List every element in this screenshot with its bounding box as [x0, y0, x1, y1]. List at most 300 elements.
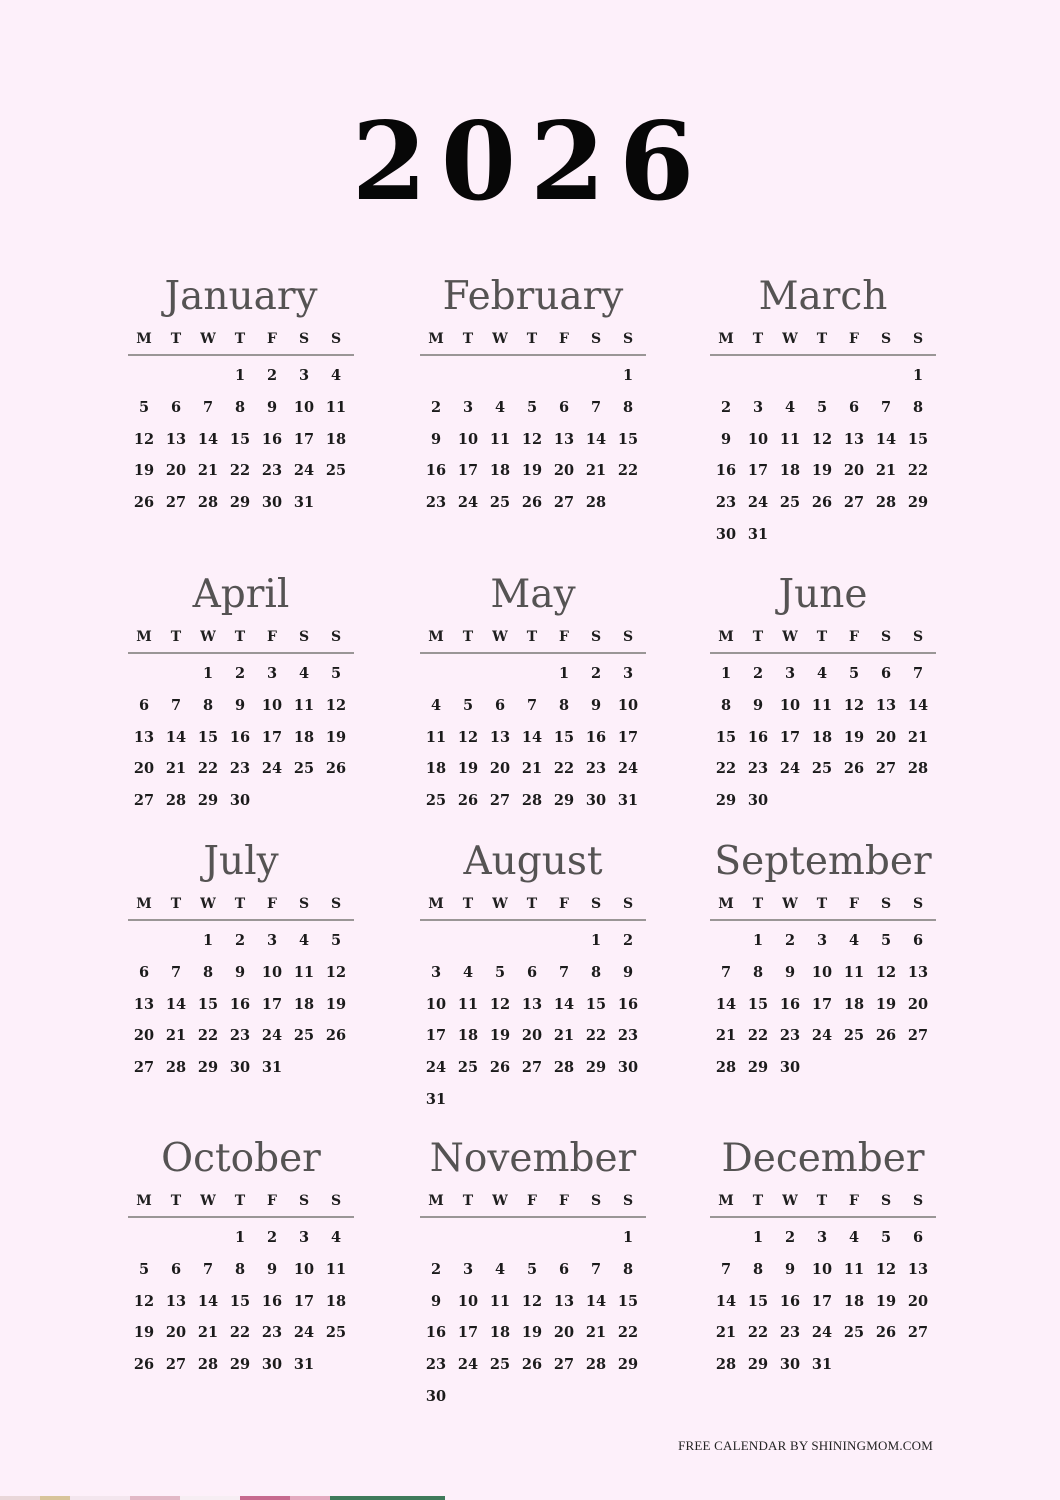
day-cell: 28 [197, 1356, 219, 1374]
day-cell: 18 [779, 462, 801, 480]
day-cell: 17 [779, 728, 801, 746]
day-cell: 16 [747, 728, 769, 746]
weekday-label: F [849, 629, 859, 645]
empty-day-cell [516, 1222, 548, 1254]
day-cell: 13 [553, 430, 575, 448]
weekday-label: T [462, 331, 474, 347]
day-cell: 16 [617, 995, 639, 1013]
day-grid [710, 921, 936, 1084]
day-cell: 16 [425, 462, 447, 480]
day-cell: 12 [457, 728, 479, 746]
day-cell: 23 [747, 760, 769, 778]
day-cell: 6 [912, 932, 924, 949]
weekday-label: W [200, 1193, 216, 1209]
day-cell: 12 [875, 1260, 897, 1278]
day-cell: 3 [266, 665, 278, 682]
day-grid [710, 654, 936, 817]
day-cell: 3 [752, 398, 764, 416]
day-cell: 28 [165, 792, 187, 810]
day-cell: 20 [133, 1027, 155, 1045]
day-grid [710, 356, 936, 551]
day-cell: 27 [553, 494, 575, 512]
weekday-label: S [912, 331, 924, 347]
weekday-label: F [849, 896, 859, 912]
day-cell: 6 [880, 665, 892, 682]
day-cell: 26 [875, 1027, 897, 1045]
weekday-header [420, 1190, 646, 1218]
day-cell: 21 [553, 1027, 575, 1045]
day-cell: 29 [715, 792, 737, 810]
day-cell: 1 [202, 932, 214, 949]
day-cell: 3 [816, 932, 828, 949]
empty-day-cell [192, 360, 224, 392]
day-cell: 15 [617, 1292, 639, 1310]
weekday-label: F [267, 1193, 277, 1209]
day-cell: 15 [197, 995, 219, 1013]
day-cell: 6 [558, 1260, 570, 1278]
day-cell: 17 [261, 728, 283, 746]
day-cell: 12 [133, 1292, 155, 1310]
day-cell: 18 [811, 728, 833, 746]
weekday-label: S [622, 629, 634, 645]
day-cell: 14 [165, 995, 187, 1013]
floral-decoration-strip [0, 1496, 520, 1500]
day-cell: 24 [617, 760, 639, 778]
empty-day-cell [806, 360, 838, 392]
day-cell: 12 [843, 696, 865, 714]
weekday-label: W [200, 331, 216, 347]
day-cell: 9 [622, 963, 634, 981]
day-cell: 14 [875, 430, 897, 448]
day-cell: 24 [293, 462, 315, 480]
day-cell: 2 [784, 1229, 796, 1246]
day-cell: 11 [457, 995, 479, 1013]
day-cell: 8 [202, 696, 214, 714]
day-cell: 12 [325, 696, 347, 714]
day-cell: 15 [617, 430, 639, 448]
day-cell: 5 [494, 963, 506, 981]
day-cell: 29 [747, 1356, 769, 1374]
day-grid [128, 1218, 354, 1381]
weekday-label: S [330, 1193, 342, 1209]
day-cell: 16 [425, 1324, 447, 1342]
day-cell: 15 [747, 1292, 769, 1310]
weekday-label: W [492, 629, 508, 645]
day-cell: 21 [907, 728, 929, 746]
day-cell: 13 [843, 430, 865, 448]
weekday-label: W [782, 331, 798, 347]
day-cell: 20 [165, 1324, 187, 1342]
day-cell: 30 [425, 1387, 447, 1405]
day-cell: 2 [784, 932, 796, 949]
weekday-label: S [880, 331, 892, 347]
day-cell: 24 [261, 760, 283, 778]
day-cell: 27 [843, 494, 865, 512]
day-cell: 8 [752, 1260, 764, 1278]
day-cell: 28 [585, 1356, 607, 1374]
footer-credit: FREE CALENDAR BY SHININGMOM.COM [678, 1438, 933, 1453]
day-cell: 24 [811, 1324, 833, 1342]
day-grid [710, 1218, 936, 1381]
weekday-header [710, 626, 936, 654]
day-cell: 28 [553, 1059, 575, 1077]
empty-day-cell [128, 658, 160, 690]
day-cell: 7 [590, 1260, 602, 1278]
day-cell: 31 [293, 494, 315, 512]
day-cell: 14 [585, 430, 607, 448]
weekday-label: T [170, 1193, 182, 1209]
day-cell: 7 [880, 398, 892, 416]
day-cell: 30 [261, 1356, 283, 1374]
day-cell: 10 [457, 1292, 479, 1310]
day-cell: 22 [617, 1324, 639, 1342]
day-cell: 23 [425, 494, 447, 512]
weekday-header [128, 328, 354, 356]
day-cell: 2 [266, 1229, 278, 1246]
day-cell: 3 [266, 932, 278, 949]
weekday-label: S [590, 331, 602, 347]
day-cell: 11 [843, 963, 865, 981]
day-cell: 2 [234, 665, 246, 682]
day-cell: 29 [197, 792, 219, 810]
day-cell: 22 [553, 760, 575, 778]
weekday-label: S [330, 629, 342, 645]
weekday-label: F [849, 1193, 859, 1209]
empty-day-cell [160, 658, 192, 690]
empty-day-cell [838, 360, 870, 392]
day-cell: 14 [907, 696, 929, 714]
day-cell: 1 [234, 1229, 246, 1246]
weekday-label: T [526, 896, 538, 912]
day-cell: 2 [430, 1260, 442, 1278]
day-cell: 3 [430, 963, 442, 981]
weekday-header [710, 328, 936, 356]
empty-day-cell [192, 1222, 224, 1254]
day-cell: 6 [558, 398, 570, 416]
weekday-label: W [492, 1193, 508, 1209]
day-cell: 18 [489, 462, 511, 480]
empty-day-cell [580, 1222, 612, 1254]
empty-day-cell [516, 658, 548, 690]
weekday-label: S [912, 896, 924, 912]
day-cell: 1 [558, 665, 570, 682]
day-cell: 27 [165, 494, 187, 512]
day-cell: 4 [298, 932, 310, 949]
weekday-label: M [136, 896, 152, 912]
weekday-label: T [462, 629, 474, 645]
day-cell: 25 [811, 760, 833, 778]
weekday-label: S [880, 896, 892, 912]
weekday-label: S [330, 331, 342, 347]
weekday-label: T [752, 896, 764, 912]
empty-day-cell [870, 360, 902, 392]
day-cell: 22 [715, 760, 737, 778]
day-cell: 17 [747, 462, 769, 480]
day-cell: 2 [752, 665, 764, 682]
month-name: December [721, 1136, 925, 1181]
day-cell: 6 [138, 696, 150, 714]
day-cell: 10 [811, 963, 833, 981]
weekday-label: T [170, 629, 182, 645]
day-cell: 28 [875, 494, 897, 512]
empty-day-cell [710, 925, 742, 957]
month-march [710, 272, 936, 551]
day-cell: 23 [425, 1356, 447, 1374]
day-cell: 22 [229, 462, 251, 480]
empty-day-cell [420, 1222, 452, 1254]
weekday-label: S [330, 896, 342, 912]
day-cell: 20 [133, 760, 155, 778]
empty-day-cell [160, 1222, 192, 1254]
weekday-label: S [298, 896, 310, 912]
day-cell: 15 [229, 430, 251, 448]
day-cell: 16 [229, 728, 251, 746]
weekday-label: S [622, 331, 634, 347]
day-cell: 24 [425, 1059, 447, 1077]
day-cell: 28 [197, 494, 219, 512]
day-cell: 9 [784, 963, 796, 981]
day-cell: 10 [617, 696, 639, 714]
day-cell: 12 [811, 430, 833, 448]
day-cell: 10 [261, 963, 283, 981]
day-cell: 18 [293, 728, 315, 746]
day-cell: 24 [261, 1027, 283, 1045]
empty-day-cell [128, 925, 160, 957]
weekday-label: W [782, 896, 798, 912]
day-cell: 12 [521, 430, 543, 448]
day-cell: 25 [293, 760, 315, 778]
day-cell: 28 [907, 760, 929, 778]
day-cell: 12 [875, 963, 897, 981]
month-name: September [714, 839, 932, 884]
weekday-label: M [718, 331, 734, 347]
weekday-label: T [816, 331, 828, 347]
weekday-label: M [428, 629, 444, 645]
day-cell: 5 [848, 665, 860, 682]
month-june [710, 570, 936, 817]
day-cell: 18 [325, 1292, 347, 1310]
weekday-label: T [526, 331, 538, 347]
day-cell: 14 [715, 1292, 737, 1310]
day-cell: 11 [293, 696, 315, 714]
day-cell: 10 [261, 696, 283, 714]
weekday-label: F [559, 896, 569, 912]
month-name: July [203, 839, 279, 884]
day-cell: 4 [430, 696, 442, 714]
day-cell: 31 [747, 525, 769, 543]
weekday-label: F [267, 331, 277, 347]
month-name: November [429, 1136, 637, 1181]
day-cell: 27 [133, 792, 155, 810]
weekday-label: S [298, 331, 310, 347]
day-cell: 14 [197, 1292, 219, 1310]
empty-day-cell [452, 658, 484, 690]
weekday-label: M [718, 896, 734, 912]
day-cell: 13 [165, 1292, 187, 1310]
day-cell: 3 [784, 665, 796, 682]
day-cell: 28 [715, 1059, 737, 1077]
weekday-label: F [559, 1193, 569, 1209]
weekday-header [710, 893, 936, 921]
day-cell: 1 [912, 367, 924, 384]
day-cell: 10 [425, 995, 447, 1013]
day-cell: 25 [325, 1324, 347, 1342]
weekday-label: S [590, 1193, 602, 1209]
weekday-label: F [559, 629, 569, 645]
day-cell: 18 [843, 995, 865, 1013]
weekday-label: S [880, 629, 892, 645]
weekday-label: F [849, 331, 859, 347]
day-cell: 7 [558, 963, 570, 981]
day-cell: 20 [553, 462, 575, 480]
day-cell: 21 [875, 462, 897, 480]
day-cell: 21 [715, 1324, 737, 1342]
empty-day-cell [452, 925, 484, 957]
day-cell: 30 [715, 525, 737, 543]
weekday-label: W [782, 629, 798, 645]
empty-day-cell [452, 1222, 484, 1254]
empty-day-cell [710, 1222, 742, 1254]
day-cell: 21 [715, 1027, 737, 1045]
day-cell: 11 [293, 963, 315, 981]
day-cell: 17 [617, 728, 639, 746]
day-cell: 3 [298, 1229, 310, 1246]
day-cell: 24 [293, 1324, 315, 1342]
day-cell: 25 [843, 1324, 865, 1342]
day-cell: 22 [197, 760, 219, 778]
day-cell: 14 [521, 728, 543, 746]
day-cell: 21 [521, 760, 543, 778]
weekday-label: M [136, 629, 152, 645]
day-cell: 12 [325, 963, 347, 981]
weekday-label: W [492, 331, 508, 347]
weekday-label: T [234, 896, 246, 912]
empty-day-cell [128, 1222, 160, 1254]
day-cell: 19 [811, 462, 833, 480]
day-cell: 27 [133, 1059, 155, 1077]
day-cell: 26 [811, 494, 833, 512]
day-cell: 3 [462, 1260, 474, 1278]
weekday-header [420, 328, 646, 356]
month-name: January [164, 274, 318, 319]
day-cell: 7 [526, 696, 538, 714]
empty-day-cell [548, 1222, 580, 1254]
day-cell: 17 [425, 1027, 447, 1045]
weekday-label: T [752, 629, 764, 645]
day-cell: 26 [325, 1027, 347, 1045]
day-cell: 19 [325, 995, 347, 1013]
day-cell: 26 [521, 494, 543, 512]
weekday-label: M [718, 1193, 734, 1209]
day-cell: 20 [843, 462, 865, 480]
day-cell: 6 [170, 398, 182, 416]
day-cell: 13 [133, 995, 155, 1013]
day-cell: 23 [779, 1324, 801, 1342]
weekday-label: T [752, 331, 764, 347]
empty-day-cell [548, 925, 580, 957]
day-cell: 29 [229, 494, 251, 512]
day-cell: 18 [325, 430, 347, 448]
month-name: June [778, 572, 868, 617]
day-cell: 8 [234, 1260, 246, 1278]
day-cell: 13 [489, 728, 511, 746]
day-cell: 9 [266, 1260, 278, 1278]
weekday-label: T [816, 896, 828, 912]
day-cell: 7 [170, 963, 182, 981]
day-cell: 9 [590, 696, 602, 714]
day-cell: 15 [229, 1292, 251, 1310]
day-cell: 19 [521, 1324, 543, 1342]
day-cell: 19 [325, 728, 347, 746]
month-november [420, 1134, 646, 1413]
day-cell: 11 [489, 430, 511, 448]
month-january [128, 272, 354, 519]
day-cell: 2 [590, 665, 602, 682]
day-cell: 30 [229, 792, 251, 810]
day-cell: 20 [907, 1292, 929, 1310]
day-cell: 23 [261, 462, 283, 480]
day-cell: 1 [622, 1229, 634, 1246]
day-cell: 10 [293, 1260, 315, 1278]
day-cell: 3 [816, 1229, 828, 1246]
day-cell: 8 [912, 398, 924, 416]
day-cell: 12 [489, 995, 511, 1013]
day-cell: 29 [585, 1059, 607, 1077]
weekday-label: F [527, 1193, 537, 1209]
day-cell: 5 [330, 665, 342, 682]
day-cell: 4 [784, 398, 796, 416]
day-cell: 5 [526, 1260, 538, 1278]
empty-day-cell [452, 360, 484, 392]
day-cell: 4 [848, 1229, 860, 1246]
day-cell: 30 [229, 1059, 251, 1077]
weekday-header [128, 893, 354, 921]
day-cell: 2 [234, 932, 246, 949]
empty-day-cell [420, 360, 452, 392]
day-cell: 19 [843, 728, 865, 746]
day-cell: 29 [747, 1059, 769, 1077]
day-cell: 21 [197, 1324, 219, 1342]
empty-day-cell [484, 925, 516, 957]
day-cell: 8 [590, 963, 602, 981]
day-cell: 12 [133, 430, 155, 448]
weekday-label: T [752, 1193, 764, 1209]
day-cell: 6 [526, 963, 538, 981]
day-cell: 17 [457, 1324, 479, 1342]
day-cell: 14 [585, 1292, 607, 1310]
day-cell: 15 [907, 430, 929, 448]
day-grid [128, 356, 354, 519]
day-cell: 27 [553, 1356, 575, 1374]
day-cell: 24 [747, 494, 769, 512]
month-october [128, 1134, 354, 1381]
day-cell: 31 [811, 1356, 833, 1374]
day-cell: 7 [912, 665, 924, 682]
weekday-label: S [590, 629, 602, 645]
day-cell: 19 [875, 1292, 897, 1310]
day-cell: 9 [234, 963, 246, 981]
weekday-header [420, 626, 646, 654]
day-cell: 31 [261, 1059, 283, 1077]
weekday-header [710, 1190, 936, 1218]
day-cell: 7 [720, 1260, 732, 1278]
weekday-label: S [912, 629, 924, 645]
day-cell: 25 [293, 1027, 315, 1045]
day-cell: 19 [133, 1324, 155, 1342]
empty-day-cell [710, 360, 742, 392]
day-cell: 7 [720, 963, 732, 981]
day-cell: 8 [720, 696, 732, 714]
